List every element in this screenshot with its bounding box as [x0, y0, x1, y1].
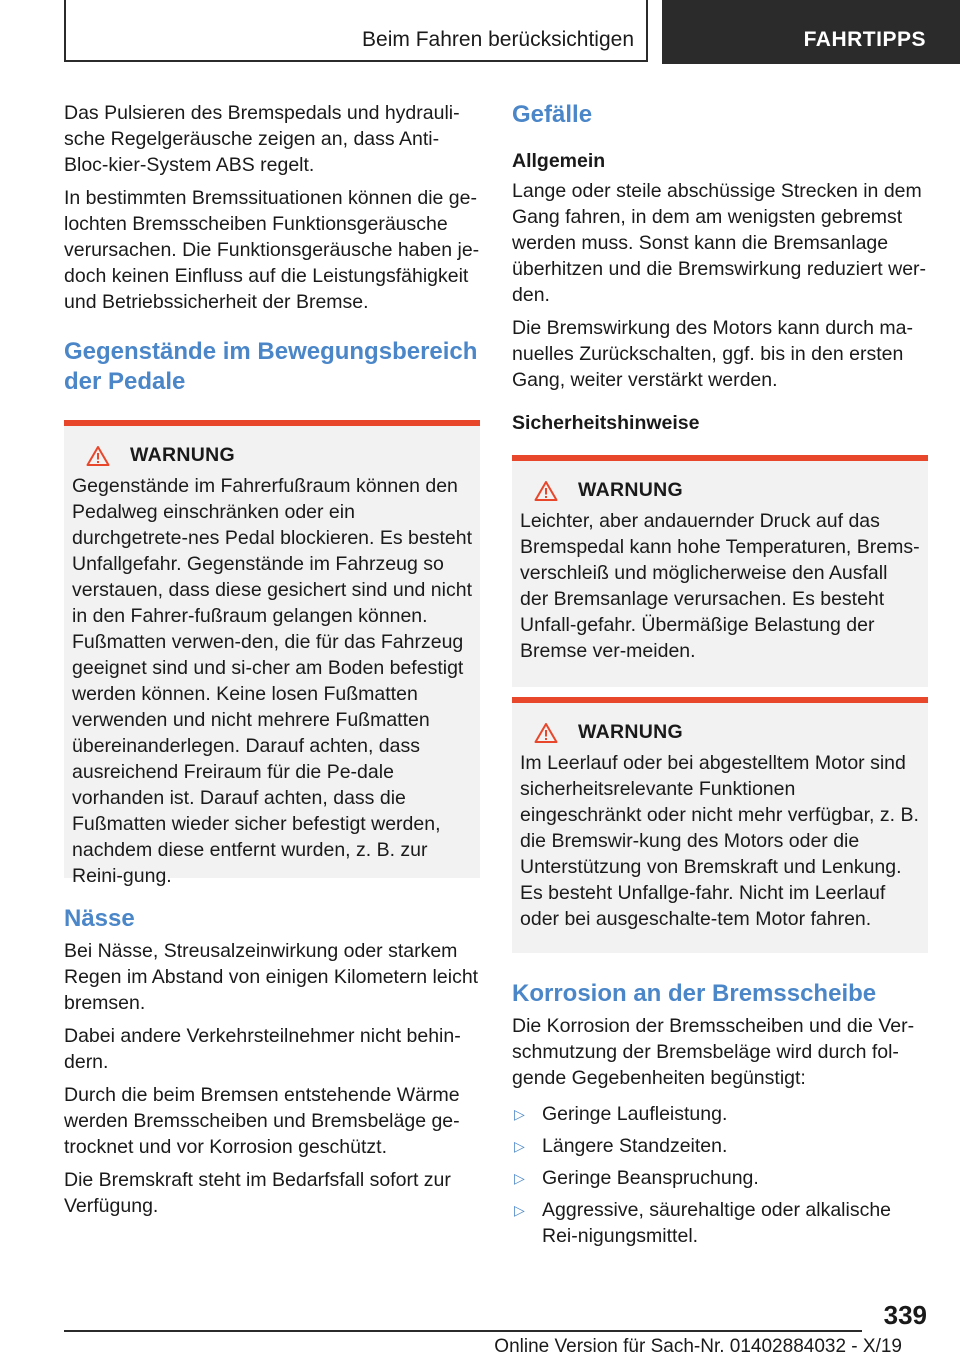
warning-header: [86, 444, 472, 467]
paragraph-corrosion-intro: Die Korrosion der Bremsscheiben und die Ver-schmutzung der Bremsbeläge wird durch fol-gende Gegebenheiten begünstigt:: [512, 1015, 915, 1089]
warning-text-idle: Im Leerlauf oder bei abgestelltem Motor sind sicherheitsrelevante Funktionen eingeschränkt oder nicht mehr verfügbar, z. B. die Bremswir-kung des Motors oder die Unterstützung von Bremskraft und Lenkung. Es besteht Unfallge-fahr. Nicht im Leerlauf oder bei ausgeschalte-tem Motor fahren.: [520, 752, 919, 930]
page-number: 339: [883, 1300, 927, 1330]
paragraph-slope-2: Die Bremswirkung des Motors kann durch ma-nuelles Zurückschalten, ggf. bis in den ersten Gang, weiter verstärkt werden.: [512, 317, 913, 391]
paragraph-wet-3: Durch die beim Bremsen entstehende Wärme werden Bremsscheiben und Bremsbeläge ge-trocknet und vor Korrosion geschützt.: [64, 1084, 460, 1158]
warning-triangle-icon: [86, 445, 110, 467]
left-column: [64, 100, 480, 1226]
header-chapter-tab: [662, 0, 960, 64]
list-item: [512, 1101, 928, 1127]
footer-divider: [64, 1330, 862, 1332]
warning-header: [534, 479, 920, 502]
paragraph-brake-discs: In bestimmten Bremssituationen können die ge-lochten Bremsscheiben Funktionsgeräusche verursachen. Die Funktionsgeräusche haben je-doch keinen Einfluss auf die Leistungsfähigkeit und Betriebssicherheit der Bremse.: [64, 187, 480, 313]
list-item: [512, 1165, 928, 1191]
warning-box-idle: [512, 697, 928, 953]
triangle-right-icon: ▷: [514, 1202, 525, 1218]
warning-header: [534, 721, 920, 744]
list-item: [512, 1133, 928, 1159]
heading-slope: Gefälle: [512, 101, 593, 128]
warning-title: WARNUNG: [578, 721, 684, 743]
triangle-right-icon: ▷: [514, 1106, 525, 1122]
triangle-right-icon: ▷: [514, 1170, 525, 1186]
heading-safety-notes: Sicherheitshinweise: [512, 412, 700, 434]
warning-triangle-icon: [534, 480, 558, 502]
header-section-title: Beim Fahren berücksichtigen: [362, 28, 634, 51]
list-item-text: Geringe Beanspruchung.: [542, 1167, 759, 1189]
warning-box-pressure: [512, 455, 928, 687]
paragraph-slope-1: Lange oder steile abschüssige Strecken in dem Gang fahren, in dem am wenigsten gebremst werden muss. Sonst kann die Bremsanlage überhitzen und die Bremswirkung reduziert wer-den.: [512, 180, 927, 306]
list-item: [512, 1197, 928, 1249]
header-chapter-title: FAHRTIPPS: [803, 28, 926, 51]
list-item-text: Längere Standzeiten.: [542, 1135, 728, 1157]
warning-box-pedals: [64, 420, 480, 887]
warning-title: WARNUNG: [130, 444, 236, 466]
warning-triangle-icon: [534, 722, 558, 744]
header-section-box: [64, 0, 648, 62]
paragraph-wet-2: Dabei andere Verkehrsteilnehmer nicht behin-dern.: [64, 1025, 461, 1073]
heading-corrosion: Korrosion an der Bremsscheibe: [512, 980, 877, 1007]
triangle-right-icon: ▷: [514, 1138, 525, 1154]
corrosion-factors-list: [512, 1101, 928, 1249]
warning-title: WARNUNG: [578, 479, 684, 501]
heading-pedal-objects: Gegenstände im Bewegungsbereich der Pedale: [64, 338, 478, 395]
paragraph-wet-4: Die Bremskraft steht im Bedarfsfall sofort zur Verfügung.: [64, 1169, 451, 1217]
warning-text-pressure: Leichter, aber andauernder Druck auf das Bremspedal kann hohe Temperaturen, Brems-verschleiß und möglicherweise den Ausfall der Bremsanlage verursachen. Es besteht Unfall-gefahr. Übermäßige Belastung der Bremse ver-meiden.: [520, 510, 920, 662]
list-item-text: Geringe Laufleistung.: [542, 1103, 728, 1125]
paragraph-abs: Das Pulsieren des Bremspedals und hydrauli-sche Regelgeräusche zeigen an, dass Anti-Bloc-kier-System ABS regelt.: [64, 102, 460, 176]
right-column: [512, 100, 928, 1255]
paragraph-wet-1: Bei Nässe, Streusalzeinwirkung oder starkem Regen im Abstand von einigen Kilometern leicht bremsen.: [64, 940, 479, 1014]
heading-general: Allgemein: [512, 150, 606, 172]
list-item-text: Aggressive, säurehaltige oder alkalische Rei-nigungsmittel.: [542, 1199, 892, 1247]
warning-text-pedals: Gegenstände im Fahrerfußraum können den Pedalweg einschränken oder ein durchgetrete-nes Pedal blockieren. Es besteht Unfallgefahr. Gegenstände im Fahrzeug so verstauen, dass diese gesichert sind und nicht in den Fahrer-fußraum gelangen können. Fußmatten verwen-den, die für das Fahrzeug geeignet sind und si-cher am Boden befestigt werden können. Keine losen Fußmatten verwenden und nicht mehrere Fußmatten übereinanderlegen. Darauf achten, dass ausreichend Freiraum für die Pe-dale vorhanden ist. Darauf achten, dass die Fußmatten wieder sicher befestigt werden, nachdem diese entfernt wurden, z. B. zur Reini-gung.: [72, 475, 472, 887]
heading-wetness: Nässe: [64, 905, 135, 932]
footer-version-text: Online Version für Sach-Nr. 01402884032 - X/19: [494, 1336, 902, 1357]
